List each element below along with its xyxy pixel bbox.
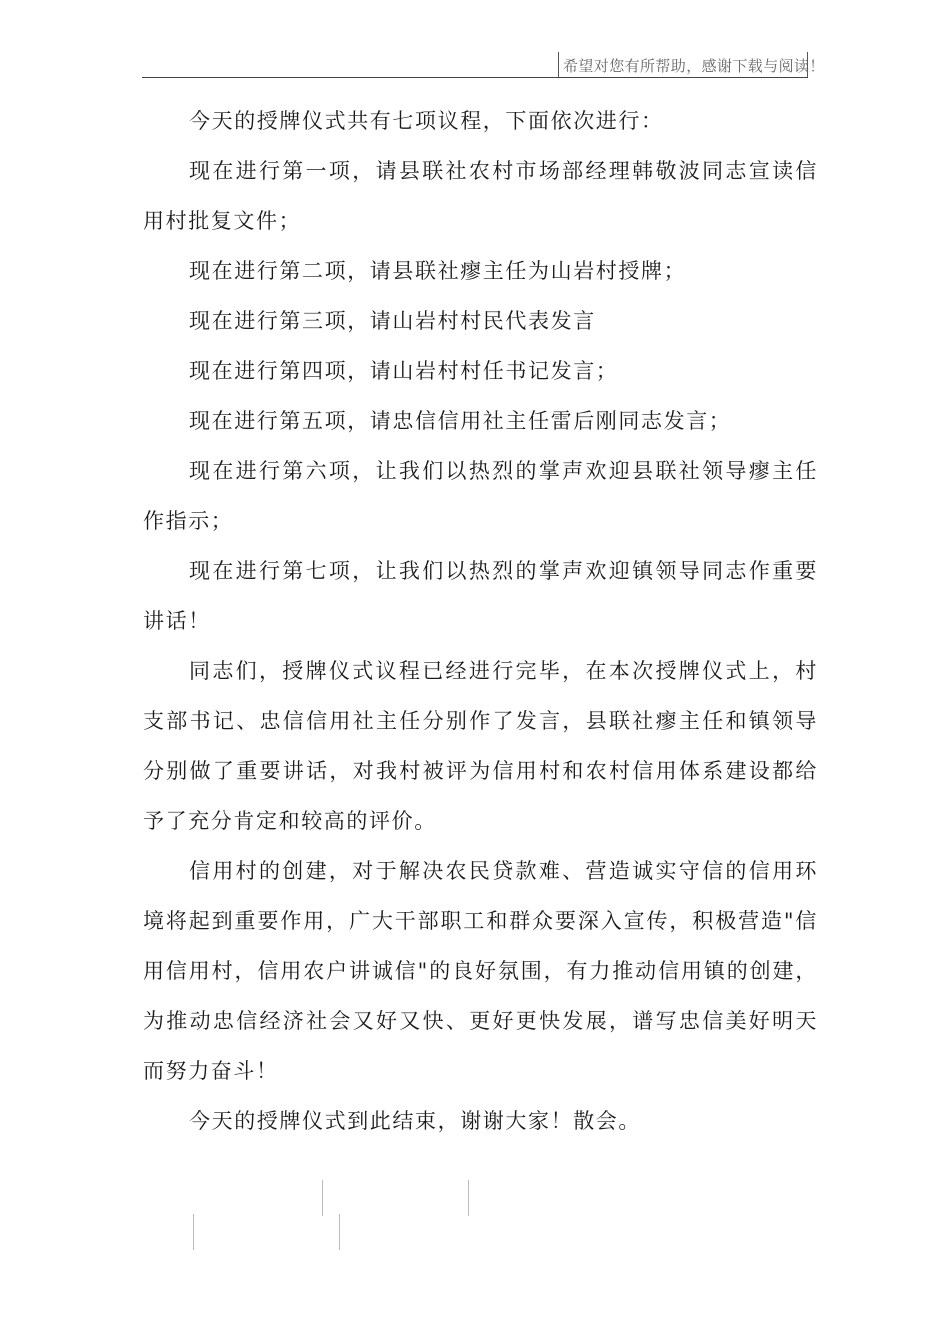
paragraph-item-2: 现在进行第二项，请县联社瘳主任为山岩村授牌； (189, 259, 687, 283)
table-fragment-line (193, 1214, 194, 1250)
header-rule (142, 77, 808, 78)
table-fragment-line (322, 1180, 323, 1216)
paragraph-item-5: 现在进行第五项，请忠信信用社主任雷后刚同志发言； (189, 409, 732, 433)
paragraph-credit-village: 信用村的创建，对于解决农民贷款难、营造诚实守信的信用环境将起到重要作用，广大干部职工和群众要深入宣传，积极营造"信用信用村，信用农户讲诚信"的良好氛围，有力推动信用镇的创建，为推动忠信经济社会又好又快、更好更快发展，谱写忠信美好明天而努力奋斗！ (143, 859, 818, 1083)
paragraph-item-7: 现在进行第七项，让我们以热烈的掌声欢迎镇领导同志作重要讲话！ (143, 559, 818, 633)
header-note: 希望对您有所帮助，感谢下载与阅读！ (563, 57, 825, 75)
paragraph-item-4: 现在进行第四项，请山岩村村任书记发言； (189, 359, 619, 383)
paragraph-summary: 同志们，授牌仪式议程已经进行完毕，在本次授牌仪式上，村支部书记、忠信信用社主任分别作了发言，县联社瘳主任和镇领导分别做了重要讲话，对我村被评为信用村和农村信用体系建设都给予了充分肯定和较高的评价。 (143, 659, 818, 833)
paragraph-agenda-intro: 今天的授牌仪式共有七项议程，下面依次进行： (189, 109, 664, 133)
paragraph-item-6: 现在进行第六项，让我们以热烈的掌声欢迎县联社领导瘳主任作指示； (143, 459, 818, 533)
paragraph-closing: 今天的授牌仪式到此结束，谢谢大家！散会。 (189, 1109, 641, 1133)
paragraph-item-3: 现在进行第三项，请山岩村村民代表发言 (189, 309, 596, 333)
table-fragment-line (468, 1180, 469, 1216)
document-body (143, 96, 818, 1146)
paragraph-item-1: 现在进行第一项，请县联社农村市场部经理韩敬波同志宣读信用村批复文件； (143, 159, 818, 233)
table-fragment-line (339, 1214, 340, 1250)
